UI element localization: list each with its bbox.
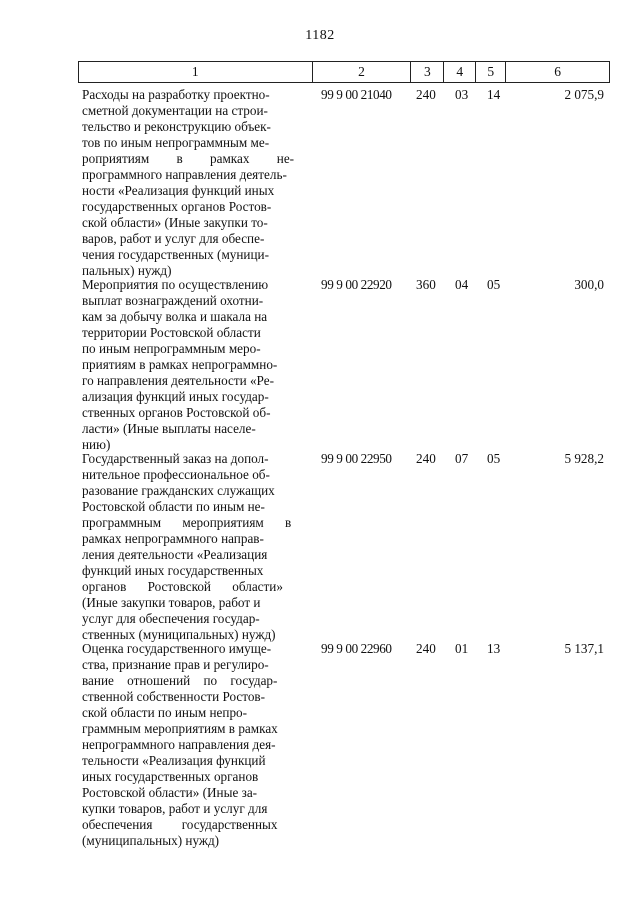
- description-line: ской области по иным непро-: [82, 705, 248, 720]
- table-row: [82, 451, 610, 641]
- column-header-1: 1: [79, 62, 313, 82]
- table-row: [82, 87, 610, 277]
- description-line: Оценка государственного имуще-: [82, 641, 272, 656]
- row-description: [82, 277, 308, 451]
- column-header-6: 6: [506, 62, 610, 82]
- description-line: иных государственных органов: [82, 769, 259, 784]
- row-code: 99 9 00 21040: [321, 87, 392, 102]
- description-line: органов Ростовской области»: [82, 579, 283, 594]
- table-row: [82, 277, 610, 451]
- description-line: услуг для обеспечения государ-: [82, 611, 260, 626]
- description-line: приятиям в рамках непрограммно-: [82, 357, 278, 372]
- description-line: программного направления деятель-: [82, 167, 287, 182]
- page-number: 1182: [305, 28, 335, 43]
- description-line: сметной документации на строи-: [82, 103, 268, 118]
- description-line: граммным мероприятиям в рамках: [82, 721, 278, 736]
- description-line: государственных органов Ростов-: [82, 199, 272, 214]
- description-line: кам за добычу волка и шакала на: [82, 309, 268, 324]
- description-line: тельности «Реализация функций: [82, 753, 266, 768]
- row-expense-type: 240: [416, 451, 436, 466]
- row-subsection: 05: [487, 277, 501, 292]
- description-line: ственной собственности Ростов-: [82, 689, 266, 704]
- row-description: [82, 451, 308, 641]
- description-line: выплат вознаграждений охотни-: [82, 293, 264, 308]
- description-line: тов по иным непрограммным ме-: [82, 135, 270, 150]
- row-expense-type: 240: [416, 87, 436, 102]
- row-expense-type: 240: [416, 641, 436, 656]
- description-line: рамках непрограммного направ-: [82, 531, 264, 546]
- description-line: пальных) нужд): [82, 263, 172, 278]
- description-line: (муниципальных) нужд): [82, 833, 220, 848]
- row-expense-type: 360: [416, 277, 436, 292]
- description-line: ления деятельности «Реализация: [82, 547, 268, 562]
- description-line: Государственный заказ на допол-: [82, 451, 269, 466]
- row-code: 99 9 00 22950: [321, 451, 392, 466]
- description-line: чения государственных (муници-: [82, 247, 270, 262]
- description-line: ности «Реализация функций иных: [82, 183, 275, 198]
- table-row: [82, 641, 610, 851]
- row-amount: 300,0: [574, 277, 604, 292]
- description-line: Мероприятия по осуществлению: [82, 277, 269, 292]
- description-line: функций иных государственных: [82, 563, 264, 578]
- description-line: ской области» (Иные закупки то-: [82, 215, 268, 230]
- description-line: роприятиям в рамках не-: [82, 151, 295, 166]
- row-amount: 2 075,9: [564, 87, 604, 102]
- row-description: [82, 641, 308, 851]
- description-line: непрограммного направления дея-: [82, 737, 276, 752]
- description-line: (Иные закупки товаров, работ и: [82, 595, 261, 610]
- table-body: [82, 87, 610, 851]
- description-line: ственных органов Ростовской об-: [82, 405, 271, 420]
- description-line: нительное профессиональное об-: [82, 467, 270, 482]
- row-subsection: 05: [487, 451, 501, 466]
- description-line: тельство и реконструкцию объек-: [82, 119, 271, 134]
- description-line: программным мероприятиям в: [82, 515, 292, 530]
- row-section: 03: [455, 87, 469, 102]
- description-line: купки товаров, работ и услуг для: [82, 801, 268, 816]
- row-subsection: 13: [487, 641, 501, 656]
- description-line: ства, признание прав и регулиро-: [82, 657, 269, 672]
- row-section: 04: [455, 277, 469, 292]
- row-section: 07: [455, 451, 469, 466]
- description-line: варов, работ и услуг для обеспе-: [82, 231, 265, 246]
- table-header-row: [78, 61, 610, 83]
- description-line: вание отношений по государ-: [82, 673, 278, 688]
- column-header-4: 4: [444, 62, 476, 82]
- column-header-2: 2: [313, 62, 412, 82]
- column-header-5: 5: [476, 62, 506, 82]
- description-line: ласти» (Иные выплаты населе-: [82, 421, 256, 436]
- description-line: Расходы на разработку проектно-: [82, 87, 270, 102]
- description-line: нию): [82, 437, 111, 452]
- description-line: го направления деятельности «Ре-: [82, 373, 274, 388]
- description-line: обеспечения государственных: [82, 817, 278, 832]
- row-code: 99 9 00 22920: [321, 277, 392, 292]
- description-line: ализация функций иных государ-: [82, 389, 269, 404]
- row-amount: 5 928,2: [564, 451, 604, 466]
- description-line: Ростовской области по иным не-: [82, 499, 265, 514]
- row-description: [82, 87, 308, 277]
- description-line: разование гражданских служащих: [82, 483, 275, 498]
- row-code: 99 9 00 22960: [321, 641, 392, 656]
- description-line: Ростовской области» (Иные за-: [82, 785, 258, 800]
- column-header-3: 3: [411, 62, 444, 82]
- row-section: 01: [455, 641, 469, 656]
- description-line: территории Ростовской области: [82, 325, 261, 340]
- description-line: по иным непрограммным меро-: [82, 341, 261, 356]
- row-subsection: 14: [487, 87, 501, 102]
- description-line: ственных (муниципальных) нужд): [82, 627, 276, 642]
- row-amount: 5 137,1: [564, 641, 604, 656]
